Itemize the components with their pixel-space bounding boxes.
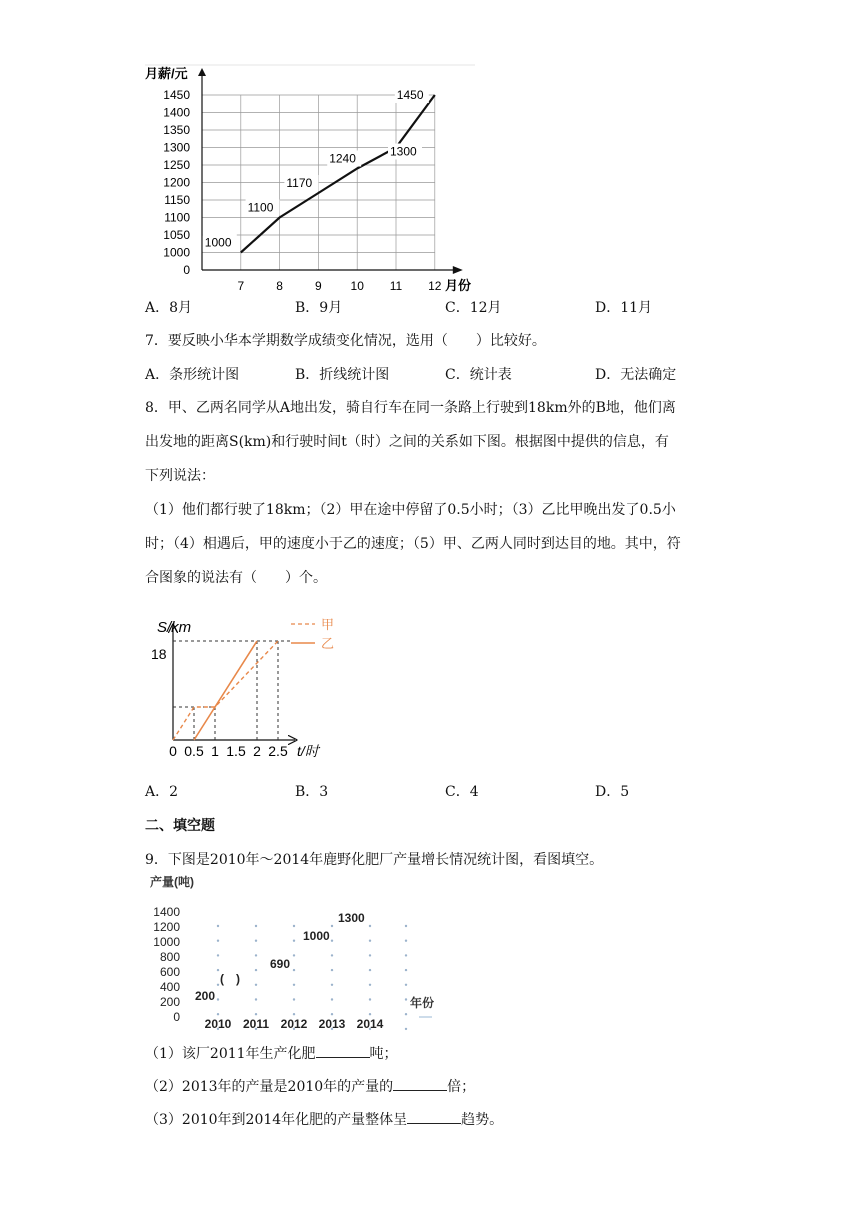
q6-option-c[interactable]: C．12月 — [445, 300, 502, 316]
point-label: 1000 — [303, 929, 330, 943]
distance-time-chart — [145, 608, 360, 768]
x-tick-label: 9 — [315, 279, 322, 293]
point-label: 1100 — [247, 200, 274, 215]
grid-dot — [217, 969, 219, 971]
y-tick-label: 800 — [159, 950, 180, 964]
y-tick-label: 600 — [159, 965, 180, 979]
point-label: 1300 — [338, 911, 365, 925]
x-axis-arrow — [453, 266, 463, 274]
grid-dot — [331, 984, 333, 986]
point-label: 690 — [270, 957, 291, 971]
q9-blank-1[interactable] — [316, 1043, 370, 1058]
x-tick-label: 2012 — [280, 1017, 308, 1031]
x-tick-label: 2013 — [318, 1017, 346, 1031]
grid-dot — [217, 954, 219, 956]
q8-text-line3: 下列说法： — [145, 468, 215, 484]
q8-text-line2: 出发地的距离S(km)和行驶时间t（时）之间的关系如下图。根据图中提供的信息，有 — [145, 434, 669, 450]
x-tick-label: 2011 — [242, 1017, 270, 1031]
grid-dot — [255, 1013, 257, 1015]
q9-sub1: （1）该厂2011年生产化肥 吨； — [145, 1043, 398, 1064]
legend-jia-label: 甲 — [321, 617, 335, 632]
section-title: 二、填空题 — [145, 818, 215, 834]
q8-text-line6: 合图象的说法有（ ）个。 — [145, 570, 327, 586]
point-label: 1300 — [390, 144, 417, 159]
grid-dot — [255, 998, 257, 1000]
y-tick-label: 1000 — [153, 935, 180, 949]
grid-dot — [405, 1013, 407, 1015]
q6-option-d[interactable]: D．11月 — [595, 300, 653, 316]
q7-option-a[interactable]: A．条形统计图 — [145, 367, 240, 383]
y-tick-label: 1350 — [163, 123, 190, 137]
x-tick-label: 2.5 — [268, 743, 288, 759]
grid-dot — [369, 998, 371, 1000]
grid-dot — [217, 940, 219, 942]
x-tick-label: 11 — [389, 279, 403, 293]
y-tick-label: 0 — [183, 263, 190, 277]
q7-option-d[interactable]: D．无法确定 — [595, 367, 677, 383]
x-axis-label: 年份 — [410, 996, 435, 1010]
point-label: 1000 — [204, 235, 232, 250]
x-tick-label: 0.5 — [184, 743, 204, 759]
grid-dot — [331, 925, 333, 927]
y-axis-label: 月薪/元 — [145, 66, 188, 81]
x-tick-label: 1.5 — [226, 743, 246, 759]
y-tick-18: 18 — [151, 646, 167, 662]
x-tick-label: 7 — [237, 279, 245, 293]
x-tick-label: 10 — [350, 279, 364, 293]
legend-yi-label: 乙 — [321, 636, 335, 651]
grid-dot — [405, 954, 407, 956]
q9-blank-2[interactable] — [393, 1076, 447, 1091]
grid-dot — [293, 954, 295, 956]
grid-dot — [217, 925, 219, 927]
grid-dot — [217, 1013, 219, 1015]
y-tick-label: 1400 — [163, 105, 190, 120]
grid-dot — [405, 940, 407, 942]
q7-question: 7．要反映小华本学期数学成绩变化情况，选用（ ）比较好。 — [145, 333, 546, 349]
y-tick-label: 1300 — [163, 140, 190, 155]
salary-line-chart — [140, 60, 485, 300]
q8-text-line4: （1）他们都行驶了18km；（2）甲在途中停留了0.5小时；（3）乙比甲晚出发了0.5小 — [145, 502, 676, 518]
grid-dot — [369, 969, 371, 971]
q9-sub2: （2）2013年的产量是2010年的产量的 倍； — [145, 1076, 475, 1097]
q6-option-b[interactable]: B．9月 — [295, 300, 343, 316]
grid-dot — [331, 954, 333, 956]
grid-dot — [255, 954, 257, 956]
point-label: 200 — [195, 989, 216, 1003]
grid-dot — [331, 1013, 333, 1015]
y-axis-label: S/km — [157, 619, 192, 636]
grid-dot — [255, 984, 257, 986]
grid-dot — [255, 969, 257, 971]
grid-dot — [293, 984, 295, 986]
x-tick-label: 0 — [169, 743, 177, 759]
x-tick-label: 2014 — [356, 1017, 384, 1031]
grid-dot — [217, 998, 219, 1000]
y-tick-label: 1000 — [163, 245, 190, 260]
y-tick-label: 1450 — [163, 88, 190, 102]
y-tick-label: 1400 — [153, 905, 180, 919]
grid-dot — [255, 925, 257, 927]
x-tick-label: 1 — [211, 743, 219, 759]
q8-option-b[interactable]: B．3 — [295, 784, 329, 800]
grid-dot — [405, 984, 407, 986]
grid-dot — [217, 984, 219, 986]
x-tick-label: 2010 — [204, 1017, 232, 1031]
y-tick-label: 400 — [159, 980, 180, 994]
q8-option-c[interactable]: C．4 — [445, 784, 479, 800]
grid-dot — [369, 925, 371, 927]
q8-text-line5: 时；（4）相遇后，甲的速度小于乙的速度；（5）甲、乙两人同时到达目的地。其中，符 — [145, 536, 681, 552]
q6-option-a[interactable]: A．8月 — [145, 300, 193, 316]
q9-blank-3[interactable] — [407, 1109, 461, 1124]
salary-series-line — [241, 95, 435, 253]
grid-dot — [331, 940, 333, 942]
grid-dot — [369, 954, 371, 956]
q9-sub3: （3）2010年到2014年化肥的产量整体呈 趋势。 — [145, 1109, 503, 1130]
grid-dot — [405, 925, 407, 927]
grid-dot — [405, 998, 407, 1000]
y-axis-label: 产量(吨) — [150, 875, 194, 889]
y-tick-label: 1200 — [153, 920, 180, 934]
y-tick-label: 1200 — [163, 175, 190, 190]
q8-option-d[interactable]: D．5 — [595, 784, 630, 800]
grid-dot — [293, 1013, 295, 1015]
point-label: 1450 — [396, 88, 424, 102]
q7-option-c[interactable]: C．统计表 — [445, 367, 512, 383]
grid-dot — [293, 969, 295, 971]
y-tick-label: 1100 — [164, 210, 190, 225]
x-axis-label: 月份 — [445, 278, 472, 293]
q8-option-a[interactable]: A．2 — [145, 784, 179, 800]
y-tick-label: 1250 — [163, 158, 190, 172]
grid-dot — [293, 998, 295, 1000]
y-tick-label: 200 — [159, 995, 180, 1009]
point-label: 1170 — [286, 176, 313, 190]
point-label: 1240 — [329, 151, 356, 166]
x-tick-label: 8 — [276, 279, 283, 293]
x-axis-label: t/时 — [297, 743, 319, 759]
grid-dot — [369, 1013, 371, 1015]
grid-dot — [255, 940, 257, 942]
grid-dot — [405, 969, 407, 971]
q8-text-line1: 8．甲、乙两名同学从A地出发，骑自行车在同一条路上行驶到18km外的B地，他们离 — [145, 400, 676, 416]
x-tick-label: 12 — [428, 279, 442, 293]
grid-dot — [369, 940, 371, 942]
grid-dot — [369, 984, 371, 986]
point-label: ( ) — [220, 972, 240, 986]
x-tick-label: 2 — [253, 743, 261, 759]
q9-question: 9．下图是2010年～2014年鹿野化肥厂产量增长情况统计图，看图填空。 — [145, 852, 604, 868]
y-axis-arrow — [198, 68, 206, 76]
grid-dot — [331, 998, 333, 1000]
q7-option-b[interactable]: B．折线统计图 — [295, 367, 390, 383]
y-tick-label: 0 — [173, 1010, 180, 1024]
y-tick-label: 1050 — [163, 228, 190, 242]
grid-dot — [293, 940, 295, 942]
grid-dot — [405, 1028, 407, 1030]
grid-dot — [293, 925, 295, 927]
yi-series-line — [194, 641, 257, 740]
grid-dot — [331, 969, 333, 971]
fertilizer-production-chart — [140, 870, 445, 1035]
y-tick-label: 1150 — [164, 193, 190, 207]
